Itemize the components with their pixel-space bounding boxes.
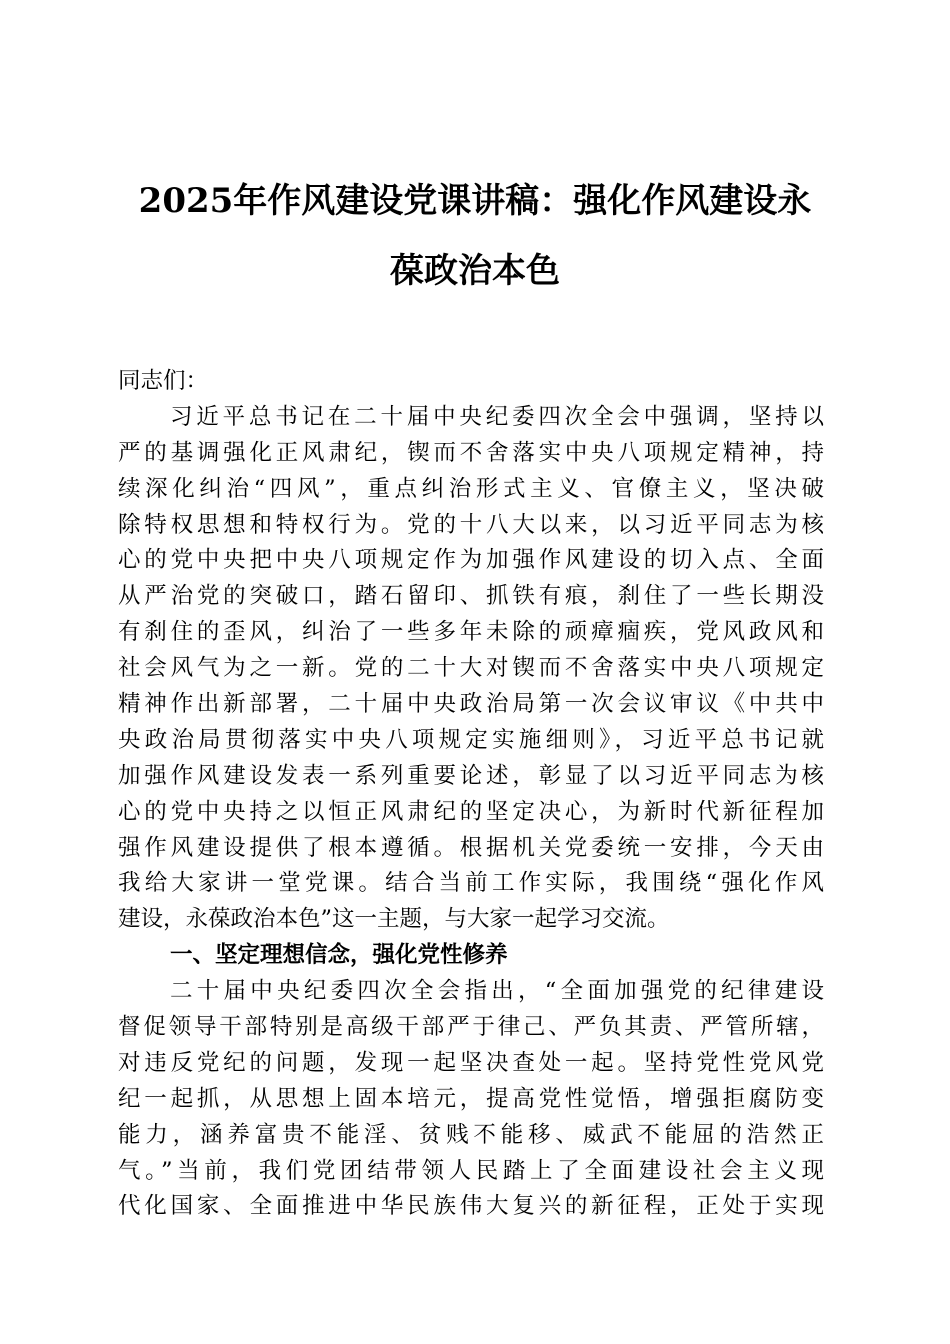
paragraph-line: 代化国家、全面推进中华民族伟大复兴的新征程，正处于实现 (118, 1193, 824, 1220)
paragraph-line: 我给大家讲一堂党课。结合当前工作实际，我围绕“强化作风 (118, 870, 824, 897)
section-heading-1: 一、坚定理想信念，强化党性修养 (170, 942, 508, 969)
paragraph-intro (118, 400, 824, 938)
paragraph-line: 除特权思想和特权行为。党的十八大以来，以习近平同志为核 (118, 511, 824, 538)
paragraph-line: 续深化纠治“四风”，重点纠治形式主义、官僚主义，坚决破 (118, 475, 824, 502)
title-line-1: 2025年作风建设党课讲稿：强化作风建设永 (138, 181, 812, 221)
document-title (118, 166, 832, 306)
paragraph-line: 督促领导干部特别是高级干部严于律己、严负其责、严管所辖， (118, 1014, 824, 1041)
paragraph-line: 对违反党纪的问题，发现一起坚决查处一起。坚持党性党风党 (118, 1049, 824, 1076)
paragraph-line: 强作风建设提供了根本遵循。根据机关党委统一安排，今天由 (118, 834, 824, 861)
paragraph-line: 二十届中央纪委四次全会指出，“全面加强党的纪律建设 (170, 978, 824, 1005)
paragraph-line: 纪一起抓，从思想上固本培元，提高党性觉悟，增强拒腐防变 (118, 1085, 824, 1112)
paragraph-line: 心的党中央把中央八项规定作为加强作风建设的切入点、全面 (118, 547, 824, 574)
paragraph-line: 加强作风建设发表一系列重要论述，彰显了以习近平同志为核 (118, 762, 824, 789)
paragraph-line: 严的基调强化正风肃纪，锲而不舍落实中央八项规定精神，持 (118, 439, 824, 466)
salutation: 同志们： (118, 368, 209, 394)
paragraph-line: 心的党中央持之以恒正风肃纪的坚定决心，为新时代新征程加 (118, 798, 824, 825)
paragraph-section1 (118, 974, 824, 1225)
paragraph-line: 气。”当前，我们党团结带领人民踏上了全面建设社会主义现 (118, 1157, 824, 1184)
paragraph-line: 习近平总书记在二十届中央纪委四次全会中强调，坚持以 (170, 403, 824, 430)
paragraph-line: 央政治局贯彻落实中央八项规定实施细则》，习近平总书记就 (118, 726, 824, 753)
paragraph-line: 从严治党的突破口，踏石留印、抓铁有痕，刹住了一些长期没 (118, 583, 824, 610)
paragraph-line: 建设，永葆政治本色”这一主题，与大家一起学习交流。 (118, 906, 670, 933)
paragraph-line: 能力，涵养富贵不能淫、贫贱不能移、威武不能屈的浩然正 (118, 1121, 824, 1148)
paragraph-line: 有刹住的歪风，纠治了一些多年未除的顽瘴痼疾，党风政风和 (118, 619, 824, 646)
document-body (118, 364, 824, 1225)
title-line-2: 葆政治本色 (390, 251, 560, 291)
paragraph-line: 精神作出新部署，二十届中央政治局第一次会议审议《中共中 (118, 691, 824, 718)
paragraph-line: 社会风气为之一新。党的二十大对锲而不舍落实中央八项规定 (118, 655, 824, 682)
